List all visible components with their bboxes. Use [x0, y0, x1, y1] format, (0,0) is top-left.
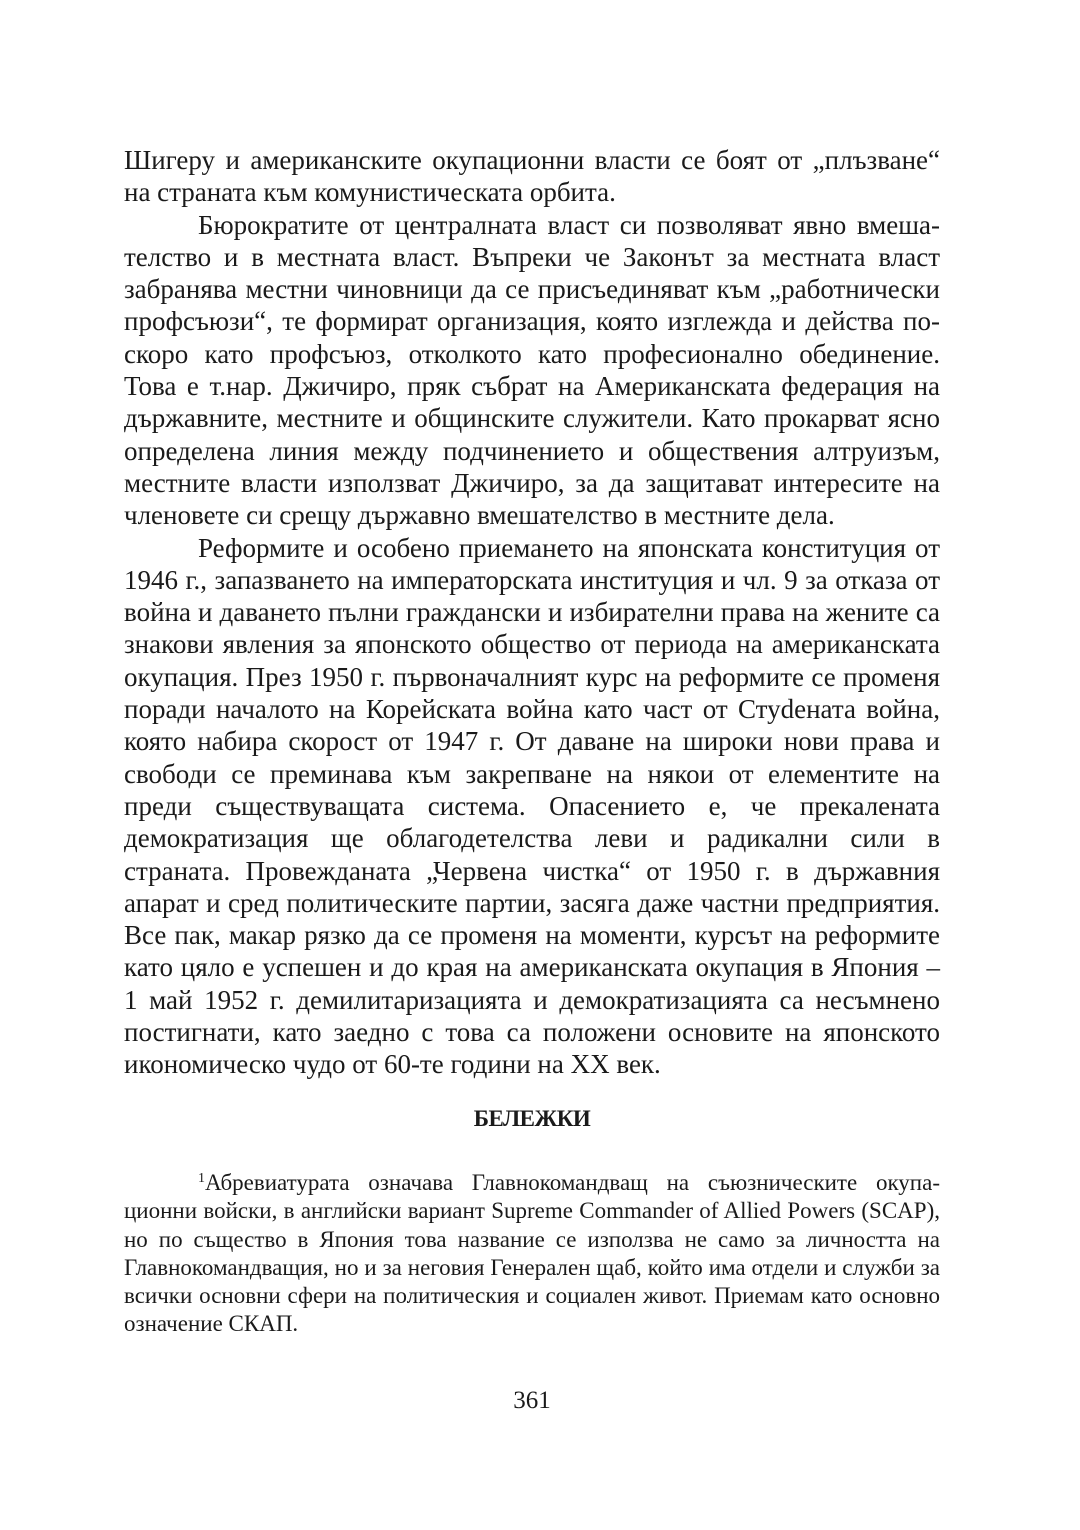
- footnote-text: Абревиатурата означава Главнокомандващ на съюзническите окупационни войски, в английски вариант Supreme Commander of Allied Powers (SCAP), но по същество в Япония това название се използва не само за личността на Главнокомандващия, но и за неговия Генерален щаб, който има отдели и служби за всички основни сфери на политическия и социален живот. Приемам като основно означение СКАП.: [124, 1170, 940, 1337]
- paragraph: Реформите и особено приемането на японската конституция от 1946 г., запазването на императорската институция и чл. 9 за отказа от война и даването пълни граждански и избирателни права на жените са знакови явления за японското общество от периода на американската окупация. През 1950 г. първоначалният курс на реформите се променя поради началото на Корейската война като част от Стуdената война, която набира скорост от 1947 г. От даване на широки нови права и свободи се преминава към закрепване на някои от елементите на преди съществуващата система. Опасението е, че прекалената демократизация ще облагодетелства леви и радикални сили в страната. Провежданата „Червена чистка“ от 1950 г. в държавния апарат и сред политическите партии, засяга даже частни предприятия. Все пак, макар рязко да се променя на моменти, курсът на реформите като цяло е успешен и до края на американската окупация в Япония – 1 май 1952 г. демилитаризацията и демократизацията са несъмнено постигнати, като заедно с това са положени основите на японското икономическо чудо от 60-те години на XX век.: [124, 532, 940, 1080]
- main-text: [124, 144, 940, 1081]
- footnote-marker: 1: [198, 1171, 205, 1186]
- notes-heading: БЕЛЕЖКИ: [473, 1106, 591, 1131]
- page-number: 361: [513, 1387, 551, 1414]
- paragraph-continuation: Шигеру и американските окупационни власти се боят от „плъзване“ на страната към комунистическата орбита.: [124, 145, 940, 208]
- paragraph: Бюрократите от централната власт си позволяват явно вмешателство и в местната власт. Въпреки че Законът за местната власт забранява местни чиновници да се присъединяват към „работнически профсъюзи“, те формират организация, която изглежда и действа по-скоро като профсъюз, отколкото като професионално обединение. Това е т.нар. Джичиро, пряк събрат на Американската федерация на държавните, местните и общинските служители. Като прокарват ясно определена линия между подчинението и обществения алтруизъм, местните власти използват Джичиро, за да защитават интересите на членовете си срещу държавно вмешателство в местните дела.: [124, 209, 940, 531]
- footnote: [124, 1169, 940, 1339]
